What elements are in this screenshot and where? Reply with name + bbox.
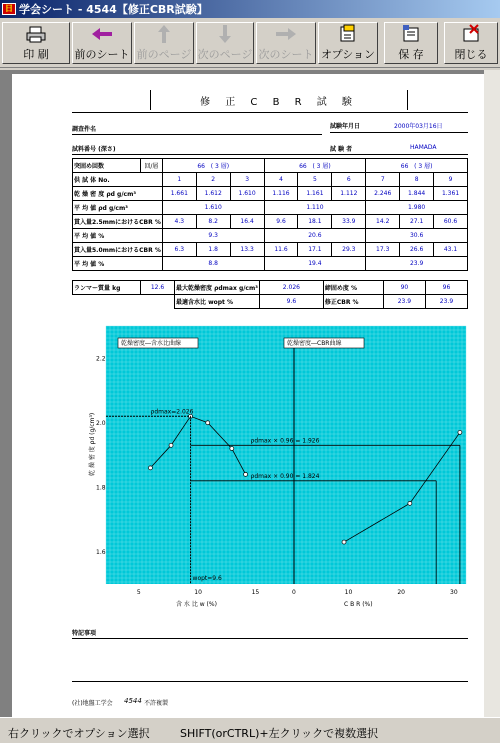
x-tick-label: 20 xyxy=(397,589,405,596)
summary-table xyxy=(72,280,468,309)
data-point xyxy=(342,540,346,544)
compaction-label: 締固め度 % xyxy=(323,281,383,295)
survey-rule xyxy=(72,134,322,135)
table-row xyxy=(73,229,468,243)
compaction-value: 90 xyxy=(383,281,425,295)
next-page-button[interactable] xyxy=(196,22,254,64)
table-cell xyxy=(73,295,175,309)
test-date-label: 試験年月日 xyxy=(330,123,361,130)
app-icon: 日 xyxy=(2,3,16,15)
avg-label: 平 均 値 ρd g/cm³ xyxy=(73,201,163,215)
next-sheet-button[interactable] xyxy=(256,22,316,64)
options-label: オプション xyxy=(320,48,375,61)
table-cell: 1.110 xyxy=(264,201,366,215)
cbr50-label: 貫入量5.0mmにおけるCBR % xyxy=(73,243,163,257)
table-cell: 17.3 xyxy=(366,243,400,257)
x-tick-label: 0 xyxy=(292,589,296,596)
data-point xyxy=(244,472,248,476)
data-table xyxy=(72,158,468,271)
sample-rule xyxy=(72,154,468,155)
sheet-title: 修 正 C B R 試 験 xyxy=(200,97,358,108)
table-cell: 43.1 xyxy=(434,243,468,257)
y-axis-label: 乾 燥 密 度 ρd (g/cm³) xyxy=(89,412,96,476)
table-cell: 1.980 xyxy=(366,201,468,215)
table-cell: 18.1 xyxy=(298,215,332,229)
x-tick-label: 10 xyxy=(194,589,202,596)
y-tick-label: 1.8 xyxy=(96,484,106,492)
table-row xyxy=(73,187,468,201)
y-tick-label: 1.6 xyxy=(96,548,106,556)
table-cell: 1.661 xyxy=(162,187,196,201)
options-button[interactable] xyxy=(318,22,378,64)
table-cell: 1.161 xyxy=(298,187,332,201)
table-cell: 1.610 xyxy=(230,187,264,201)
arrow-left-icon xyxy=(90,26,114,42)
table-cell: 27.1 xyxy=(400,215,434,229)
survey-name-label: 調査件名 xyxy=(72,126,97,133)
mod-cbr-value: 23.9 xyxy=(425,295,467,309)
annotation-90: ρdmax × 0.90 = 1.824 xyxy=(250,472,320,480)
annotation-wopt: wopt=9.6 xyxy=(192,575,222,582)
annotation-96: ρdmax × 0.96 = 1.926 xyxy=(250,437,320,445)
footer-code: 4544 xyxy=(124,697,142,705)
table-cell: 7 xyxy=(366,173,400,187)
footer-tail: 不許複製 xyxy=(144,700,169,707)
table-cell: 8.8 xyxy=(162,257,264,271)
remarks-box xyxy=(72,638,468,682)
table-cell: 30.6 xyxy=(366,229,468,243)
table-cell: 8 xyxy=(400,173,434,187)
table-cell: 1 xyxy=(162,173,196,187)
chart-right-title: 乾燥密度―CBR曲線 xyxy=(287,340,342,347)
specimen-label: 供 試 体 No. xyxy=(73,173,163,187)
prev-sheet-button[interactable] xyxy=(72,22,132,64)
arrow-down-icon xyxy=(217,24,233,44)
table-row xyxy=(73,257,468,271)
cbr25-label: 貫入量2.5mmにおけるCBR % xyxy=(73,215,163,229)
table-cell: 1.844 xyxy=(400,187,434,201)
vertical-scrollbar[interactable] xyxy=(484,70,500,717)
options-icon xyxy=(338,24,358,44)
data-point xyxy=(148,466,152,470)
table-cell: 60.6 xyxy=(434,215,468,229)
table-cell: 9 xyxy=(434,173,468,187)
next-sheet-label: 次のシート xyxy=(258,48,314,61)
status-left: 右クリックでオプション選択 xyxy=(8,727,150,740)
date-rule xyxy=(330,132,468,133)
absorb-value: 12.6 xyxy=(141,281,175,295)
table-row xyxy=(73,201,468,215)
table-cell: 8.2 xyxy=(196,215,230,229)
blows-unit: 回/層 xyxy=(140,159,162,173)
x-tick-label: 30 xyxy=(450,589,458,596)
print-label: 印 刷 xyxy=(23,48,49,61)
window-title: 学会シート - 4544【修正CBR試験】 xyxy=(19,3,208,16)
footer-society: (社)地盤工学会 xyxy=(72,700,113,707)
save-label: 保 存 xyxy=(398,48,424,61)
table-cell: 1.612 xyxy=(196,187,230,201)
data-point xyxy=(230,447,234,451)
table-cell: 1.8 xyxy=(196,243,230,257)
table-cell: 17.1 xyxy=(298,243,332,257)
table-row xyxy=(73,243,468,257)
avg-pct-label: 平 均 値 % xyxy=(73,257,163,271)
x-tick-label: 5 xyxy=(136,589,141,596)
sheet-page xyxy=(12,74,484,717)
table-cell: 20.6 xyxy=(264,229,366,243)
opt-w-value: 9.6 xyxy=(259,295,323,309)
toolbar xyxy=(0,18,500,68)
table-row xyxy=(73,295,468,309)
table-cell: 6 xyxy=(332,173,366,187)
x-axis-label-right: C B R (%) xyxy=(344,601,373,608)
table-row xyxy=(73,173,468,187)
table-row xyxy=(73,215,468,229)
mod-cbr-label: 修正CBR % xyxy=(323,295,383,309)
table-cell: 29.3 xyxy=(332,243,366,257)
table-cell: 1.610 xyxy=(162,201,264,215)
tester: HAMADA xyxy=(410,144,437,151)
table-cell: 66 ( 3 層) xyxy=(366,159,468,173)
table-cell: 66 ( 3 層) xyxy=(162,159,264,173)
remarks-label: 特記事項 xyxy=(72,630,97,637)
table-cell: 3 xyxy=(230,173,264,187)
opt-w-label: 最適含水比 wopt % xyxy=(175,295,260,309)
next-page-label: 次のページ xyxy=(197,48,253,61)
table-cell: 23.9 xyxy=(366,257,468,271)
table-cell: 13.3 xyxy=(230,243,264,257)
close-label: 閉じる xyxy=(454,48,488,61)
status-right: SHIFT(orCTRL)+左クリックで複数選択 xyxy=(180,727,379,740)
table-row xyxy=(73,159,468,173)
table-cell: 16.4 xyxy=(230,215,264,229)
test-date: 2000年03月16日 xyxy=(394,123,443,130)
table-cell: 5 xyxy=(298,173,332,187)
table-cell: 2.246 xyxy=(366,187,400,201)
avg-pct-label: 平 均 値 % xyxy=(73,229,163,243)
y-tick-label: 2.0 xyxy=(96,419,106,427)
x-tick-label: 10 xyxy=(344,589,353,596)
printer-icon xyxy=(26,25,46,43)
print-button[interactable] xyxy=(2,22,70,64)
table-cell: 14.2 xyxy=(366,215,400,229)
arrow-up-icon xyxy=(156,24,172,44)
data-point xyxy=(408,501,412,505)
table-cell: 66 ( 3 層) xyxy=(264,159,366,173)
cbr-chart xyxy=(89,326,482,618)
x-axis-label-left: 含 水 比 w (%) xyxy=(176,601,217,608)
max-dd-value: 2.026 xyxy=(259,281,323,295)
close-button[interactable] xyxy=(444,22,498,64)
data-point xyxy=(169,443,173,447)
save-button[interactable] xyxy=(384,22,438,64)
prev-page-label: 前のページ xyxy=(136,48,192,61)
annotation-max: ρdmax=2.026 xyxy=(150,408,194,416)
mod-cbr-value: 23.9 xyxy=(383,295,425,309)
table-cell: 9.3 xyxy=(162,229,264,243)
data-point xyxy=(458,430,462,434)
table-cell: 1.116 xyxy=(264,187,298,201)
title-bar xyxy=(0,0,500,18)
compaction-value: 96 xyxy=(425,281,467,295)
blows-label: 突固め回数 xyxy=(73,159,141,173)
chart-left-title: 乾燥密度―含水比曲線 xyxy=(121,340,182,347)
table-row xyxy=(73,281,468,295)
dry-density-label: 乾 燥 密 度 ρd g/cm³ xyxy=(73,187,163,201)
table-cell: 4.3 xyxy=(162,215,196,229)
data-point xyxy=(206,421,210,425)
table-cell: 11.6 xyxy=(264,243,298,257)
tester-label: 試 験 者 xyxy=(330,146,353,153)
table-cell: 33.9 xyxy=(332,215,366,229)
table-cell: 9.6 xyxy=(264,215,298,229)
title-rule xyxy=(72,112,468,113)
y-tick-label: 2.2 xyxy=(96,355,106,363)
table-cell: 19.4 xyxy=(264,257,366,271)
sample-label: 試料番号 (深さ) xyxy=(72,146,116,153)
table-cell: 1.361 xyxy=(434,187,468,201)
table-cell: 26.6 xyxy=(400,243,434,257)
status-bar xyxy=(0,717,500,743)
table-cell: 2 xyxy=(196,173,230,187)
prev-page-button[interactable] xyxy=(134,22,194,64)
table-cell: 1.112 xyxy=(332,187,366,201)
prev-sheet-label: 前のシート xyxy=(74,48,130,61)
table-cell: 4 xyxy=(264,173,298,187)
arrow-right-icon xyxy=(274,26,298,42)
table-cell: 6.3 xyxy=(162,243,196,257)
absorb-label: ランマー質量 kg xyxy=(73,281,141,295)
save-icon xyxy=(401,24,421,44)
close-icon xyxy=(461,24,481,44)
x-tick-label: 15 xyxy=(251,589,260,596)
max-dd-label: 最大乾燥密度 ρdmax g/cm³ xyxy=(175,281,260,295)
